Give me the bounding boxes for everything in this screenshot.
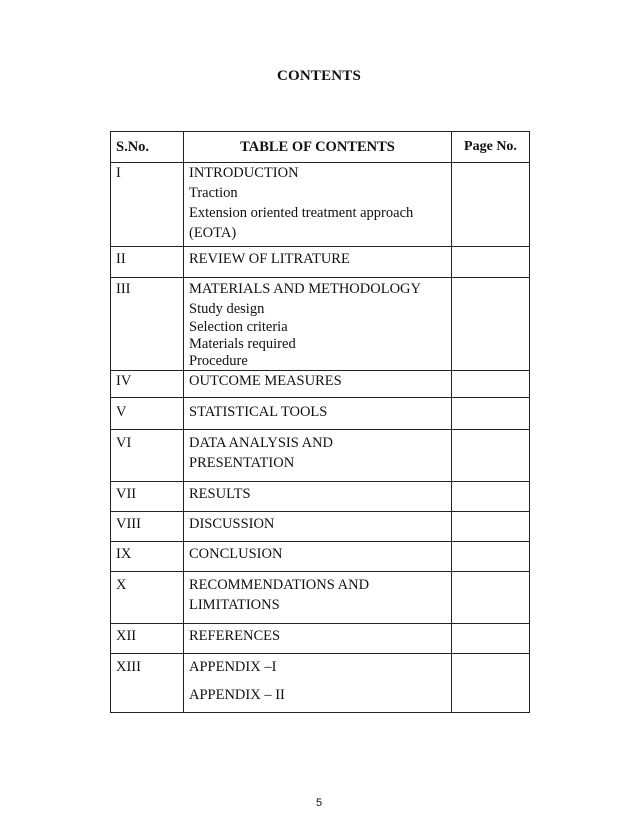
subsection-title: Extension oriented treatment approach	[189, 205, 414, 221]
table-row	[111, 430, 530, 482]
section-title-continued: LIMITATIONS	[189, 597, 280, 613]
page-cell	[452, 512, 530, 542]
section-title-continued: PRESENTATION	[189, 455, 295, 471]
subsection-title: Procedure	[189, 353, 248, 369]
page-cell	[452, 430, 530, 482]
page-number: 5	[315, 797, 323, 809]
page-cell	[452, 482, 530, 512]
title-cell	[184, 163, 452, 247]
table-row	[111, 482, 530, 512]
subsection-title: Materials required	[189, 336, 296, 352]
contents-table	[110, 131, 530, 713]
table-row	[111, 542, 530, 572]
title-cell	[184, 572, 452, 624]
section-title: MATERIALS AND METHODOLOGY	[189, 281, 421, 297]
subsection-title: (EOTA)	[189, 225, 237, 241]
subsection-title: Study design	[189, 301, 265, 317]
table-row	[111, 624, 530, 654]
header-page-number: Page No.	[452, 132, 530, 163]
table-row	[111, 572, 530, 624]
page-cell	[452, 572, 530, 624]
table-header-row	[111, 132, 530, 163]
section-title: APPENDIX –I	[189, 659, 277, 675]
section-title: CONCLUSION	[189, 546, 283, 562]
section-title: APPENDIX – II	[189, 687, 285, 703]
title-cell	[184, 624, 452, 654]
header-table-of-contents: TABLE OF CONTENTS	[184, 132, 452, 163]
serial-cell: IX	[111, 542, 184, 572]
table-row	[111, 398, 530, 430]
line-gap	[189, 677, 446, 685]
page-cell	[452, 163, 530, 247]
section-title: INTRODUCTION	[189, 165, 299, 181]
title-cell	[184, 398, 452, 430]
section-title: OUTCOME MEASURES	[189, 373, 342, 389]
table-row	[111, 163, 530, 247]
table-row	[111, 371, 530, 398]
title-cell	[184, 512, 452, 542]
page-cell	[452, 624, 530, 654]
section-title: RECOMMENDATIONS AND	[189, 577, 370, 593]
page-cell	[452, 398, 530, 430]
table-row	[111, 512, 530, 542]
table-row	[111, 654, 530, 713]
title-cell	[184, 247, 452, 278]
page-cell	[452, 278, 530, 371]
header-serial-number: S.No.	[111, 132, 184, 163]
section-title: DATA ANALYSIS AND	[189, 435, 334, 451]
serial-cell: IV	[111, 371, 184, 398]
serial-cell: VII	[111, 482, 184, 512]
serial-cell: VI	[111, 430, 184, 482]
title-cell	[184, 371, 452, 398]
page-cell	[452, 542, 530, 572]
title-cell	[184, 542, 452, 572]
title-cell	[184, 278, 452, 371]
page-cell	[452, 247, 530, 278]
serial-cell: XIII	[111, 654, 184, 713]
page-cell	[452, 654, 530, 713]
page-cell	[452, 371, 530, 398]
section-title: REVIEW OF LITRATURE	[189, 251, 350, 267]
section-title: STATISTICAL TOOLS	[189, 404, 328, 420]
section-title: REFERENCES	[189, 628, 281, 644]
section-title: DISCUSSION	[189, 516, 275, 532]
title-cell	[184, 430, 452, 482]
serial-cell: II	[111, 247, 184, 278]
serial-cell: I	[111, 163, 184, 247]
serial-cell: V	[111, 398, 184, 430]
title-cell	[184, 654, 452, 713]
serial-cell: III	[111, 278, 184, 371]
serial-cell: VIII	[111, 512, 184, 542]
page-title: CONTENTS	[276, 68, 362, 84]
table-row	[111, 278, 530, 371]
subsection-title: Traction	[189, 185, 238, 201]
title-cell	[184, 482, 452, 512]
serial-cell: X	[111, 572, 184, 624]
section-title: RESULTS	[189, 486, 251, 502]
subsection-title: Selection criteria	[189, 319, 288, 335]
serial-cell: XII	[111, 624, 184, 654]
table-row	[111, 247, 530, 278]
